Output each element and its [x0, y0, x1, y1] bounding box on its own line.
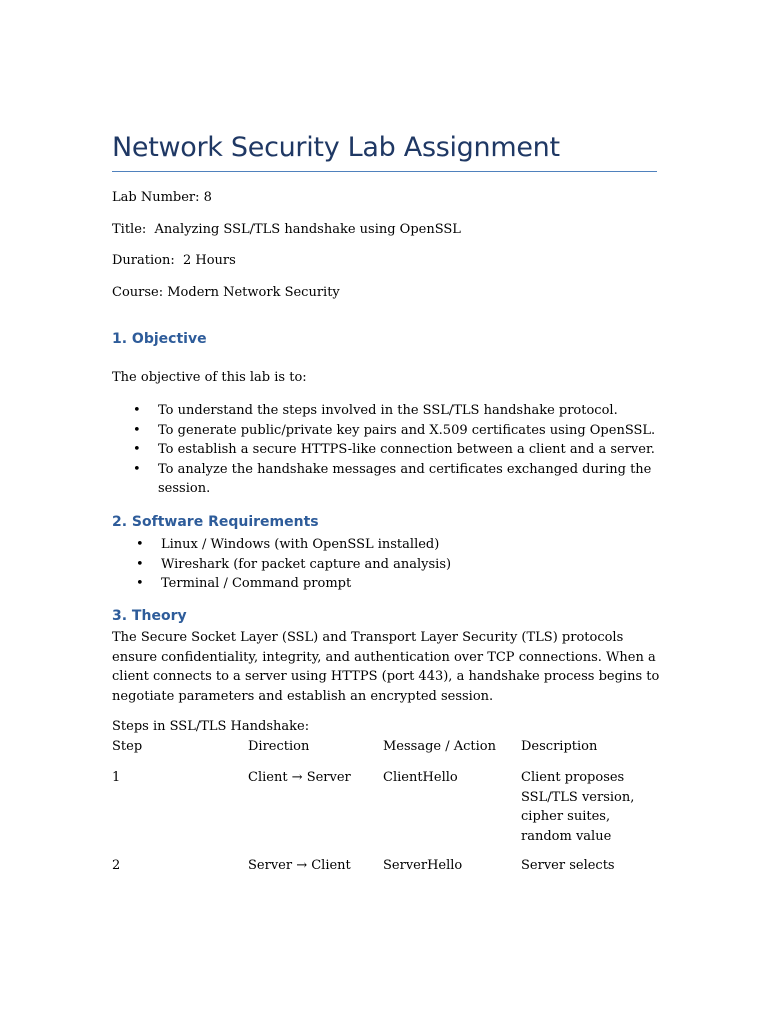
- list-item: [136, 574, 451, 594]
- table-header-description: Description: [521, 739, 598, 754]
- table-cell-step: 2: [112, 858, 121, 873]
- bullet-icon: •: [136, 556, 144, 572]
- software-item-text: Wireshark (for packet capture and analysis): [161, 556, 452, 572]
- list-item: [133, 401, 655, 421]
- bullet-icon: •: [133, 403, 141, 418]
- lab-course: Course: Modern Network Security: [112, 285, 340, 300]
- software-list: [136, 535, 452, 594]
- objective-intro: The objective of this lab is to:: [112, 370, 307, 385]
- list-item: [136, 535, 451, 555]
- bullet-icon: •: [136, 537, 144, 552]
- bullet-icon: •: [136, 576, 144, 591]
- section-heading-objective: 1. Objective: [112, 331, 207, 347]
- software-item-text: Terminal / Command prompt: [161, 576, 352, 591]
- list-item-continuation: [158, 479, 655, 499]
- list-item: [133, 460, 655, 480]
- software-item-text: Linux / Windows (with OpenSSL installed): [161, 537, 440, 552]
- table-cell-step: 1: [112, 770, 121, 785]
- section-heading-theory: 3. Theory: [112, 608, 187, 624]
- list-item: [133, 421, 656, 441]
- objective-list: [133, 401, 656, 499]
- section-heading-software: 2. Software Requirements: [112, 514, 319, 530]
- list-item: [133, 440, 655, 460]
- objective-item-text: To understand the steps involved in the SSL/TLS handshake protocol.: [158, 403, 618, 418]
- lab-number: Lab Number: 8: [112, 190, 212, 205]
- table-header-message: Message / Action: [383, 739, 497, 754]
- table-header-direction: Direction: [248, 739, 310, 754]
- table-cell-description: Server selects: [521, 858, 615, 873]
- table-cell-direction: Client → Server: [248, 770, 351, 785]
- table-cell-message: ClientHello: [383, 770, 458, 785]
- lab-duration: Duration: 2 Hours: [112, 253, 236, 268]
- title-underline: [112, 171, 657, 172]
- table-cell-description: Client proposes SSL/TLS version, cipher suites, random value: [521, 770, 635, 844]
- document-title: Network Security Lab Assignment: [112, 132, 560, 163]
- objective-item-text: To analyze the handshake messages and certificates exchanged during the: [158, 461, 652, 477]
- bullet-icon: •: [133, 461, 141, 477]
- table-cell-message: ServerHello: [383, 858, 463, 873]
- bullet-icon: •: [133, 422, 141, 438]
- lab-title: Title: Analyzing SSL/TLS handshake using OpenSSL: [112, 222, 461, 237]
- table-cell-direction: Server → Client: [248, 858, 351, 873]
- theory-paragraph: The Secure Socket Layer (SSL) and Transport Layer Security (TLS) protocols ensure confidentiality, integrity, and authentication over TCP connections. When a client connects to a server using HTTPS (port 443), a handshake process begins to negotiate parameters and establish an encrypted session.: [112, 630, 660, 704]
- objective-item-text: To establish a secure HTTPS-like connection between a client and a server.: [158, 442, 655, 457]
- list-item: [136, 555, 452, 575]
- table-header-step: Step: [112, 739, 143, 754]
- objective-item-text: session.: [158, 481, 211, 496]
- objective-item-text: To generate public/private key pairs and X.509 certificates using OpenSSL.: [158, 422, 656, 438]
- bullet-icon: •: [133, 442, 141, 457]
- table-caption: Steps in SSL/TLS Handshake:: [112, 719, 310, 734]
